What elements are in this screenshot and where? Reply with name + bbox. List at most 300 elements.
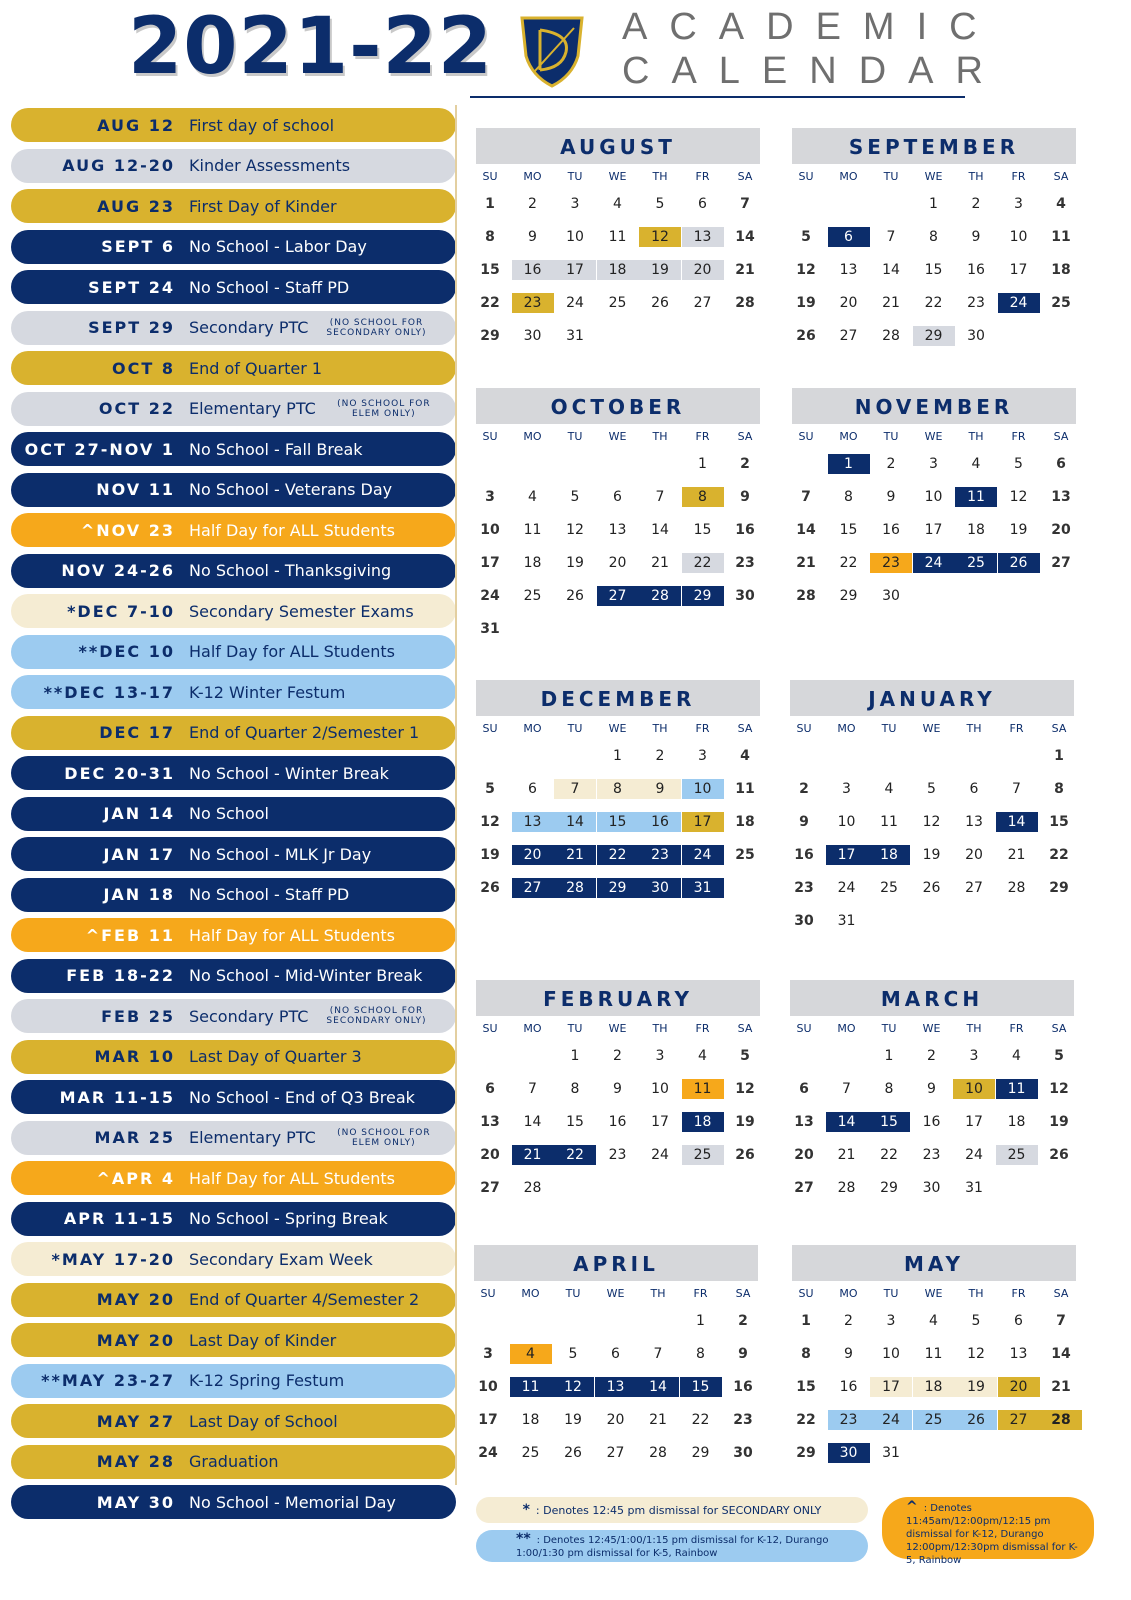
weekday-label: TU: [881, 1022, 897, 1035]
calendar-day: 11: [880, 814, 898, 830]
calendar-day: 13: [595, 1377, 637, 1397]
calendar-day: 30: [523, 328, 542, 344]
calendar-day: 20: [606, 1412, 625, 1428]
calendar-day: 2: [799, 781, 809, 797]
calendar-day: 15: [924, 262, 943, 278]
calendar-day: 25: [608, 295, 627, 311]
calendar-day: 12: [566, 522, 584, 538]
weekday-label: SA: [735, 1287, 751, 1300]
calendar-day: 3: [485, 489, 495, 505]
event-name: First Day of Kinder: [189, 196, 337, 216]
calendar-day: 1: [884, 1048, 894, 1064]
calendar-day: 28: [554, 878, 596, 898]
month-title: DECEMBER: [476, 680, 760, 716]
calendar-day: 23: [828, 1410, 870, 1430]
calendar-day: 6: [698, 196, 707, 212]
weekday-label: SU: [798, 170, 814, 183]
event-row: [11, 959, 456, 993]
weekday-label: WE: [924, 1287, 943, 1300]
event-name: No School - End of Q3 Break: [189, 1087, 415, 1107]
weekday-label: MO: [523, 1022, 542, 1035]
calendar-day: 19: [639, 260, 681, 280]
calendar-day: 29: [796, 1445, 816, 1461]
calendar-day: 17: [480, 555, 500, 571]
weekday-label: MO: [839, 430, 858, 443]
calendar-day: 7: [655, 489, 665, 505]
event-row: [11, 513, 456, 547]
event-date: **MAY 23-27: [41, 1371, 175, 1390]
calendar-day: 21: [554, 845, 596, 865]
event-row: [11, 756, 456, 790]
calendar-day: 4: [929, 1313, 938, 1329]
calendar-day: 5: [568, 1346, 578, 1362]
event-row: [11, 554, 456, 588]
event-name: Secondary PTC: [189, 1006, 309, 1026]
calendar-day: 10: [478, 1379, 498, 1395]
calendar-day: 24: [682, 845, 724, 865]
event-name: K-12 Winter Festum: [189, 682, 346, 702]
calendar-day: 1: [485, 196, 495, 212]
calendar-day: 12: [639, 227, 681, 247]
calendar-day: 27: [839, 328, 858, 344]
calendar-day: 17: [870, 1377, 912, 1397]
calendar-day: 12: [922, 814, 941, 830]
event-date: JAN 18: [103, 885, 175, 904]
calendar-day: 27: [965, 880, 983, 896]
calendar-day: 18: [868, 845, 910, 865]
calendar-day: 7: [653, 1346, 663, 1362]
calendar-day: 3: [842, 781, 851, 797]
calendar-day: 28: [837, 1180, 856, 1196]
weekday-label: WE: [608, 722, 627, 735]
calendar-day: 14: [826, 1112, 868, 1132]
calendar-day: 26: [651, 295, 669, 311]
calendar-day: 29: [1049, 880, 1069, 896]
month-march: [790, 980, 1074, 1252]
calendar-day: 7: [842, 1081, 851, 1097]
event-date: AUG 12: [97, 115, 175, 135]
calendar-day: 22: [682, 553, 724, 573]
event-row: [11, 149, 456, 183]
calendar-day: 4: [740, 748, 750, 764]
event-row: [11, 1404, 456, 1438]
calendar-day: 25: [880, 880, 898, 896]
calendar-day: 24: [651, 1147, 669, 1163]
calendar-day: 23: [870, 553, 912, 573]
event-name: K-12 Spring Festum: [189, 1371, 345, 1390]
event-row: [11, 1040, 456, 1074]
calendar-day: 2: [613, 1048, 622, 1064]
calendar-day: 27: [597, 586, 639, 606]
event-date: *MAY 17-20: [51, 1249, 175, 1269]
calendar-day: 31: [682, 878, 724, 898]
calendar-day: 4: [528, 489, 537, 505]
legend-single-star: [476, 1497, 868, 1523]
month-grid: [474, 1287, 758, 1517]
calendar-day: 2: [886, 456, 896, 472]
event-row: [11, 1283, 456, 1317]
weekday-label: TH: [966, 722, 982, 735]
weekday-label: TH: [968, 170, 984, 183]
calendar-day: 14: [1051, 1346, 1071, 1362]
calendar-day: 15: [480, 262, 500, 278]
calendar-day: 9: [613, 1081, 622, 1097]
event-date: OCT 27-NOV 1: [24, 439, 175, 459]
calendar-day: 22: [839, 555, 858, 571]
calendar-day: 8: [844, 489, 853, 505]
calendar-day: 22: [480, 295, 500, 311]
calendar-day: 20: [480, 1147, 500, 1163]
calendar-day: 4: [884, 781, 894, 797]
calendar-day: 9: [844, 1346, 853, 1362]
calendar-day: 29: [839, 588, 858, 604]
weekday-label: TH: [650, 1287, 666, 1300]
weekday-label: SA: [737, 430, 753, 443]
calendar-day: 9: [639, 779, 681, 799]
calendar-day: 19: [955, 1377, 997, 1397]
calendar-day: 3: [698, 748, 707, 764]
event-row: [11, 635, 456, 669]
calendar-day: 13: [480, 1114, 500, 1130]
calendar-day: 16: [735, 522, 755, 538]
event-name: Half Day for ALL Students: [189, 520, 395, 540]
calendar-day: 23: [967, 295, 985, 311]
weekday-label: SA: [1053, 1287, 1069, 1300]
month-title: SEPTEMBER: [792, 128, 1076, 164]
month-february: [476, 980, 760, 1252]
calendar-day: 28: [1007, 880, 1026, 896]
calendar-day: 30: [733, 1445, 753, 1461]
event-name: No School - Mid-Winter Break: [189, 966, 423, 985]
weekday-label: MO: [523, 170, 542, 183]
event-name: Secondary Semester Exams: [189, 601, 414, 621]
calendar-day: 27: [606, 1445, 625, 1461]
calendar-day: 14: [996, 812, 1038, 832]
calendar-day: 9: [738, 1346, 748, 1362]
calendar-day: 28: [735, 295, 755, 311]
event-row: [11, 351, 456, 385]
calendar-day: 26: [564, 1445, 582, 1461]
event-row: [11, 837, 456, 871]
calendar-day: 1: [801, 1313, 811, 1329]
weekday-label: FR: [1011, 170, 1026, 183]
calendar-day: 12: [480, 814, 500, 830]
event-name: Last Day of School: [189, 1411, 338, 1431]
event-date: DEC 20-31: [64, 763, 175, 783]
calendar-day: 30: [639, 878, 681, 898]
event-row: [11, 392, 456, 426]
calendar-day: 16: [922, 1114, 941, 1130]
calendar-day: 13: [839, 262, 858, 278]
calendar-day: 3: [1014, 196, 1023, 212]
weekday-label: MO: [523, 722, 542, 735]
calendar-day: 1: [698, 456, 707, 472]
calendar-day: 25: [913, 1410, 955, 1430]
calendar-day: 9: [740, 489, 750, 505]
calendar-day: 21: [651, 555, 669, 571]
calendar-day: 27: [998, 1410, 1040, 1430]
event-name: No School - Veterans Day: [189, 480, 393, 499]
calendar-day: 19: [566, 555, 584, 571]
calendar-day: 20: [998, 1377, 1040, 1397]
calendar-day: 11: [955, 487, 997, 507]
month-grid: [476, 1022, 760, 1252]
month-may: [792, 1245, 1076, 1517]
event-row: [11, 675, 456, 709]
weekday-label: MO: [837, 1022, 856, 1035]
event-date: SEPT 6: [101, 237, 175, 256]
calendar-day: 26: [480, 880, 500, 896]
calendar-day: 2: [738, 1313, 748, 1329]
event-name: No School - Staff PD: [189, 885, 350, 904]
calendar-day: 2: [971, 196, 981, 212]
month-grid: [476, 170, 760, 400]
calendar-day: 10: [882, 1346, 900, 1362]
calendar-day: 17: [682, 812, 724, 832]
calendar-day: 29: [880, 1180, 898, 1196]
calendar-day: 21: [796, 555, 816, 571]
event-date: FEB 18-22: [66, 966, 175, 985]
calendar-day: 29: [691, 1445, 710, 1461]
month-grid: [792, 1287, 1076, 1517]
calendar-day: 15: [680, 1377, 722, 1397]
calendar-day: 8: [485, 229, 495, 245]
event-date: OCT 22: [98, 399, 175, 418]
calendar-day: 6: [1014, 1313, 1023, 1329]
calendar-day: 28: [639, 586, 681, 606]
calendar-day: 25: [521, 1445, 540, 1461]
calendar-day: 28: [523, 1180, 542, 1196]
event-date: APR 11-15: [63, 1209, 175, 1228]
weekday-label: TH: [966, 1022, 982, 1035]
calendar-day: 14: [796, 522, 816, 538]
calendar-day: 17: [826, 845, 868, 865]
event-name: End of Quarter 1: [189, 358, 323, 378]
calendar-day: 6: [799, 1081, 809, 1097]
event-name: Elementary PTC: [189, 1128, 316, 1147]
calendar-day: 13: [512, 812, 554, 832]
calendar-day: 16: [839, 1379, 858, 1395]
month-september: [792, 128, 1076, 400]
calendar-day: 20: [512, 845, 554, 865]
calendar-day: 4: [613, 196, 622, 212]
event-row: [11, 432, 456, 466]
event-row: [11, 1202, 456, 1236]
calendar-day: 20: [1051, 522, 1071, 538]
weekday-label: TH: [968, 430, 984, 443]
month-grid: [792, 170, 1076, 400]
calendar-day: 2: [528, 196, 537, 212]
calendar-day: 17: [554, 260, 596, 280]
calendar-day: 10: [924, 489, 943, 505]
calendar-day: 21: [735, 262, 755, 278]
weekday-label: TU: [565, 1287, 581, 1300]
calendar-day: 14: [735, 229, 755, 245]
calendar-day: 30: [794, 913, 814, 929]
weekday-label: WE: [608, 430, 627, 443]
calendar-day: 10: [480, 522, 500, 538]
legend-star-text: : Denotes 12:45 pm dismissal for SECONDARY ONLY: [535, 1504, 822, 1517]
calendar-day: 23: [639, 845, 681, 865]
calendar-day: 31: [566, 328, 584, 344]
event-date: SEPT 24: [88, 277, 175, 297]
calendar-day: 6: [828, 227, 870, 247]
event-name: Secondary PTC: [189, 318, 309, 337]
calendar-day: 25: [735, 847, 755, 863]
calendar-day: 18: [967, 522, 985, 538]
event-name: Kinder Assessments: [189, 156, 351, 175]
calendar-day: 18: [682, 1112, 724, 1132]
event-date: **DEC 13-17: [43, 682, 175, 702]
calendar-day: 14: [637, 1377, 679, 1397]
event-date: MAR 25: [94, 1128, 175, 1147]
calendar-day: 29: [682, 586, 724, 606]
calendar-day: 16: [608, 1114, 627, 1130]
weekday-label: FR: [695, 430, 710, 443]
month-title: MAY: [792, 1245, 1076, 1281]
calendar-day: 4: [971, 456, 981, 472]
event-row: [11, 311, 456, 345]
weekday-label: FR: [1009, 1022, 1024, 1035]
calendar-day: 12: [735, 1081, 755, 1097]
calendar-day: 13: [794, 1114, 814, 1130]
calendar-day: 7: [886, 229, 896, 245]
calendar-day: 28: [882, 328, 900, 344]
weekday-label: WE: [922, 722, 941, 735]
calendar-day: 23: [608, 1147, 627, 1163]
calendar-day: 6: [611, 1346, 620, 1362]
calendar-day: 13: [682, 227, 724, 247]
calendar-day: 26: [922, 880, 941, 896]
event-row: [11, 878, 456, 912]
event-name: Secondary Exam Week: [189, 1249, 373, 1269]
column-divider: [455, 105, 457, 1485]
event-name: No School - Winter Break: [189, 763, 389, 783]
weekday-label: TH: [652, 722, 668, 735]
calendar-day: 11: [996, 1079, 1038, 1099]
calendar-day: 8: [1054, 781, 1064, 797]
calendar-day: 5: [971, 1313, 981, 1329]
calendar-day: 24: [480, 588, 500, 604]
weekday-label: SA: [737, 170, 753, 183]
weekday-label: FR: [1011, 1287, 1026, 1300]
event-name: Elementary PTC: [189, 399, 316, 418]
calendar-day: 18: [735, 814, 755, 830]
calendar-day: 22: [880, 1147, 898, 1163]
weekday-label: WE: [606, 1287, 625, 1300]
weekday-label: SU: [482, 1022, 498, 1035]
calendar-day: 8: [801, 1346, 811, 1362]
event-name: Half Day for ALL Students: [189, 1168, 395, 1188]
calendar-day: 23: [733, 1412, 753, 1428]
calendar-day: 30: [922, 1180, 941, 1196]
event-row: [11, 1323, 456, 1357]
event-date: ^APR 4: [96, 1168, 175, 1188]
calendar-day: 27: [1051, 555, 1071, 571]
month-title: AUGUST: [476, 128, 760, 164]
legend-caret-text: : Denotes 11:45am/12:00pm/12:15 pm dismissal for K-12, Durango 12:00pm/12:30pm dismissal for K-5, Rainbow: [906, 1503, 1078, 1566]
event-date: JAN 17: [103, 844, 175, 864]
calendar-day: 26: [796, 328, 816, 344]
calendar-day: 6: [969, 781, 979, 797]
event-row: [11, 1080, 456, 1114]
calendar-day: 25: [1051, 295, 1071, 311]
month-title: APRIL: [474, 1245, 758, 1281]
calendar-day: 7: [1012, 781, 1021, 797]
calendar-day: 12: [967, 1346, 985, 1362]
calendar-day: 24: [965, 1147, 983, 1163]
weekday-label: SU: [480, 1287, 496, 1300]
calendar-day: 31: [480, 621, 500, 637]
event-date: MAY 20: [96, 1290, 175, 1309]
calendar-day: 20: [965, 847, 983, 863]
weekday-label: TU: [567, 722, 583, 735]
event-date: AUG 23: [97, 196, 175, 216]
month-title: NOVEMBER: [792, 388, 1076, 424]
legend-double-star: [476, 1530, 868, 1562]
calendar-day: 9: [528, 229, 537, 245]
calendar-day: 22: [691, 1412, 710, 1428]
event-name: No School: [189, 804, 269, 823]
calendar-day: 28: [649, 1445, 667, 1461]
calendar-day: 19: [796, 295, 816, 311]
month-grid: [790, 1022, 1074, 1252]
calendar-day: 2: [655, 748, 665, 764]
event-row: [11, 1364, 456, 1398]
event-date: NOV 24-26: [61, 561, 175, 580]
legend-double-star-symbol: **: [516, 1531, 531, 1547]
calendar-day: 31: [882, 1445, 900, 1461]
calendar-day: 10: [1009, 229, 1028, 245]
month-title: MARCH: [790, 980, 1074, 1016]
month-december: [476, 680, 760, 952]
event-name: No School - Spring Break: [189, 1209, 388, 1228]
month-april: [474, 1245, 758, 1517]
calendar-day: 31: [965, 1180, 983, 1196]
calendar-day: 19: [1049, 1114, 1069, 1130]
event-name: Half Day for ALL Students: [189, 642, 395, 661]
month-title: OCTOBER: [476, 388, 760, 424]
calendar-day: 5: [1014, 456, 1023, 472]
calendar-day: 15: [1049, 814, 1069, 830]
weekday-label: FR: [1011, 430, 1026, 443]
event-note: (NO SCHOOL FOR SECONDARY ONLY): [326, 1006, 427, 1026]
month-title: FEBRUARY: [476, 980, 760, 1016]
calendar-day: 21: [649, 1412, 667, 1428]
calendar-day: 6: [485, 1081, 495, 1097]
event-date: JAN 14: [103, 804, 175, 823]
event-name: No School - Thanksgiving: [189, 561, 392, 580]
calendar-day: 19: [564, 1412, 582, 1428]
calendar-day: 4: [1012, 1048, 1021, 1064]
calendar-day: 24: [478, 1445, 498, 1461]
calendar-day: 16: [882, 522, 900, 538]
calendar-day: 29: [480, 328, 500, 344]
event-row: [11, 1161, 456, 1195]
calendar-day: 18: [597, 260, 639, 280]
calendar-day: 2: [740, 456, 750, 472]
calendar-day: 5: [485, 781, 495, 797]
calendar-day: 11: [608, 229, 627, 245]
calendar-day: 12: [552, 1377, 594, 1397]
weekday-label: SA: [1053, 430, 1069, 443]
calendar-day: 27: [480, 1180, 500, 1196]
event-date: **DEC 10: [78, 642, 175, 661]
calendar-day: 14: [554, 812, 596, 832]
calendar-day: 8: [597, 779, 639, 799]
calendar-day: 24: [566, 295, 584, 311]
calendar-day: 7: [740, 196, 750, 212]
